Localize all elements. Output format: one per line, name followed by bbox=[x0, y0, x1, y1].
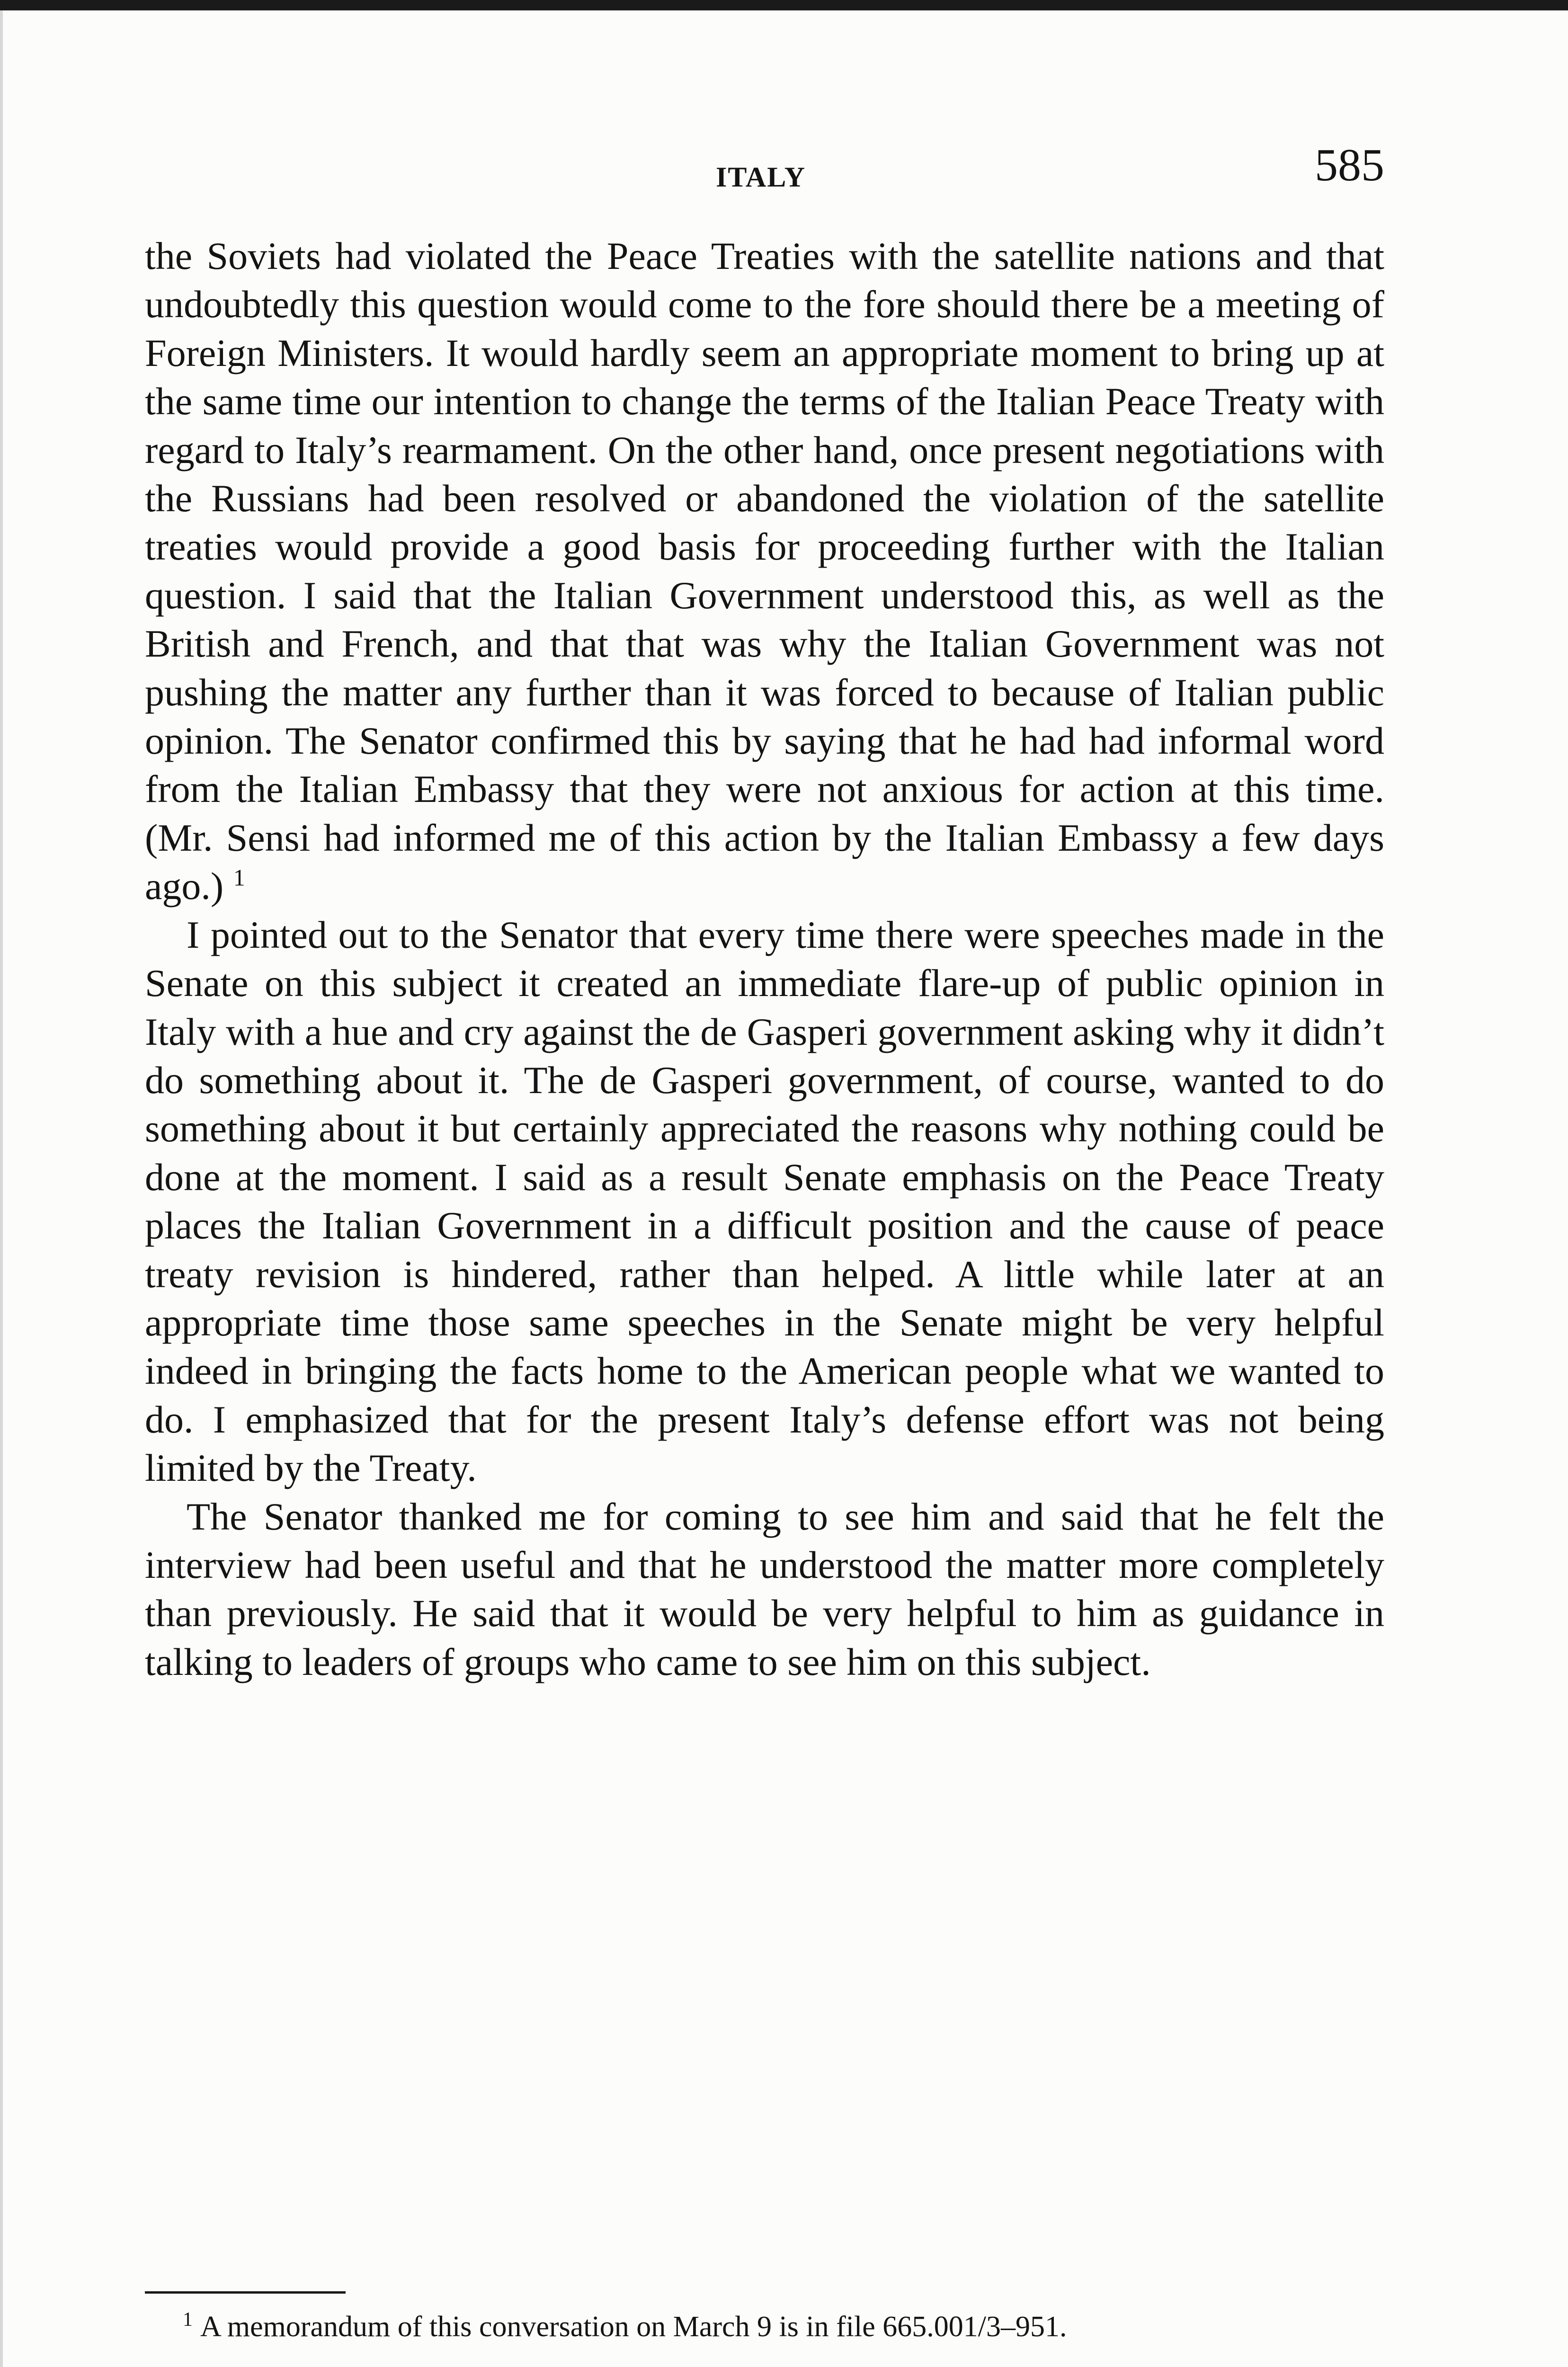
body-text bbox=[145, 232, 1384, 1686]
footnote-divider bbox=[145, 2291, 346, 2294]
scan-top-border bbox=[0, 0, 1568, 10]
footnote-text: A memorandum of this conversation on March 9 is in file 665.001/3–951. bbox=[200, 2311, 1067, 2343]
page-number: 585 bbox=[1315, 140, 1384, 191]
running-head: ITALY bbox=[716, 161, 806, 193]
footnote-mark: 1 bbox=[183, 2309, 193, 2331]
scan-left-edge bbox=[0, 10, 3, 2367]
paragraph: The Senator thanked me for coming to see him and said that he felt the interview had been useful and that he understood the matter more completely than previously. He said that it would be very helpful to him as guidance in talking to leaders of groups who came to see him on this subject. bbox=[145, 1495, 1384, 1683]
paragraph-text: the Soviets had violated the Peace Treaties with the satellite nations and that undoubtedly this question would come to the fore should there be a meeting of Foreign Ministers. It would hardly seem an appropriate moment to bring up at the same time our intention to change the terms of the Italian Peace Treaty with regard to Italy’s rearmament. On the other hand, once present negotiations with the Russians had been resolved or abandoned the violation of the satellite treaties would provide a good basis for proceeding further with the Italian question. I said that the Italian Government understood this, as well as the British and French, and that that was why the Italian Government was not pushing the matter any further than it was forced to because of Italian public opinion. The Senator confirmed this by saying that he had had informal word from the Italian Embassy that they were not anxious for action at this time. (Mr. Sensi had informed me of this action by the Italian Embassy a few days ago.) bbox=[145, 234, 1384, 908]
footnote-reference: 1 bbox=[233, 864, 245, 891]
footnote bbox=[183, 2305, 1338, 2348]
paragraph: I pointed out to the Senator that every time there were speeches made in the Senate on this subject it created an immediate flare-up of public opinion in Italy with a hue and cry against the de Gasperi government asking why it didn’t do something about it. The de Gasperi government, of course, wanted to do something about it but certainly appreciated the reasons why nothing could be done at the moment. I said as a result Senate emphasis on the Peace Treaty places the Italian Government in a difficult position and the cause of peace treaty revision is hindered, rather than helped. A little while later at an appropriate time those same speeches in the Senate might be very helpful indeed in bringing the facts home to the American people what we wanted to do. I emphasized that for the present Italy’s defense effort was not being limited by the Treaty. bbox=[145, 913, 1384, 1490]
paragraph-continued bbox=[145, 232, 1384, 911]
